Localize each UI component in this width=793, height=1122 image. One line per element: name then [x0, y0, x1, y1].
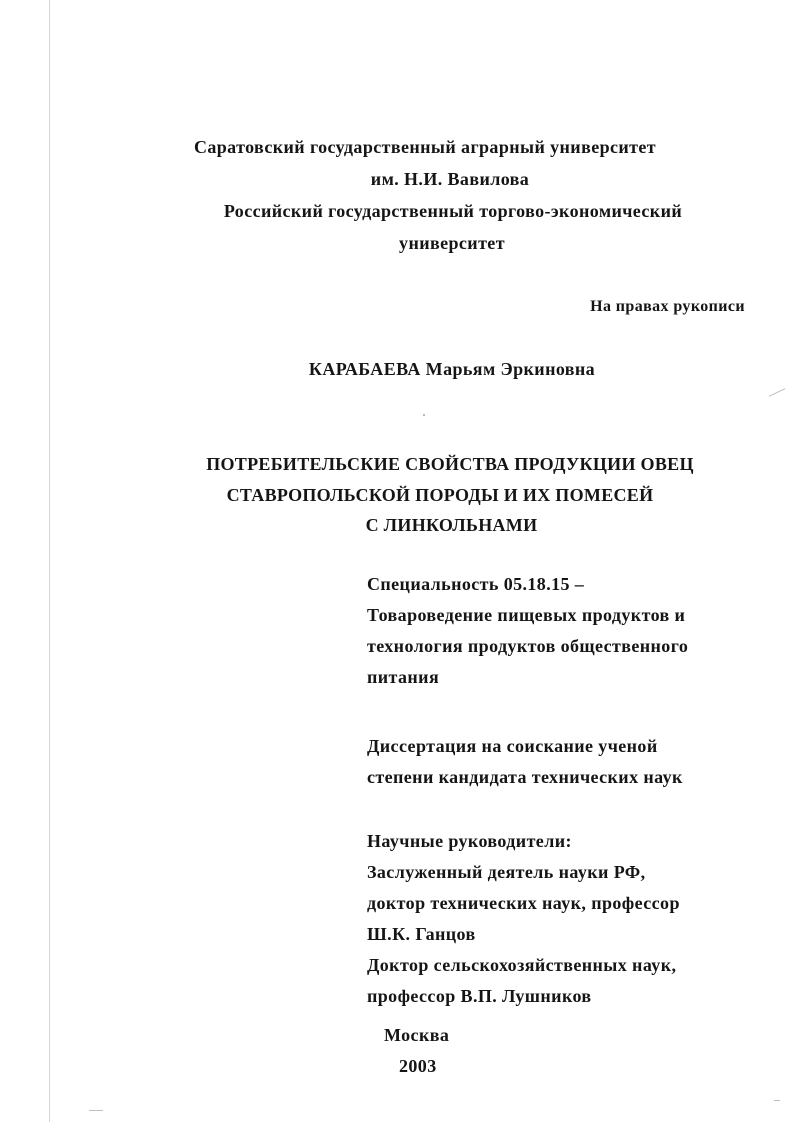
degree-block: [367, 731, 767, 793]
specialty-line-4: питания: [367, 667, 440, 687]
city: Москва: [384, 1025, 450, 1045]
degree-line-2: степени кандидата технических наук: [367, 767, 683, 787]
title-line-3: С ЛИНКОЛЬНАМИ: [365, 515, 538, 535]
supervisors-heading: Научные руководители:: [367, 831, 572, 851]
supervisor-line-4: Доктор сельскохозяйственных наук,: [367, 955, 677, 975]
scan-speck: [89, 1110, 103, 1111]
supervisor-line-1: Заслуженный деятель науки РФ,: [367, 862, 646, 882]
author-name: КАРАБАЕВА Марьям Эркиновна: [308, 359, 596, 379]
manuscript-note: На правах рукописи: [590, 298, 745, 315]
scan-speck: [774, 1100, 780, 1101]
title-line-1: ПОТРЕБИТЕЛЬСКИЕ СВОЙСТВА ПРОДУКЦИИ ОВЕЦ: [206, 454, 694, 474]
title-line-2: СТАВРОПОЛЬСКОЙ ПОРОДЫ И ИХ ПОМЕСЕЙ: [226, 485, 654, 505]
supervisor-line-2: доктор технических наук, профессор: [367, 893, 680, 913]
institution-line-4: университет: [399, 233, 505, 253]
supervisors-block: [367, 826, 767, 1012]
scan-speck: [423, 414, 425, 416]
specialty-line-3: технология продуктов общественного: [367, 636, 689, 656]
year: 2003: [399, 1056, 437, 1076]
scan-speck: [769, 388, 786, 397]
institution-line-1: Саратовский государственный аграрный университет: [193, 137, 657, 157]
specialty-block: [367, 569, 767, 693]
specialty-line-1: Специальность 05.18.15 –: [367, 574, 585, 594]
institution-line-2: им. Н.И. Вавилова: [370, 169, 530, 189]
supervisor-line-3: Ш.К. Ганцов: [367, 924, 476, 944]
supervisor-line-5: профессор В.П. Лушников: [367, 986, 592, 1006]
degree-line-1: Диссертация на соискание ученой: [367, 736, 658, 756]
institution-line-3: Российский государственный торгово-экономический: [223, 201, 683, 221]
specialty-line-2: Товароведение пищевых продуктов и: [367, 605, 686, 625]
